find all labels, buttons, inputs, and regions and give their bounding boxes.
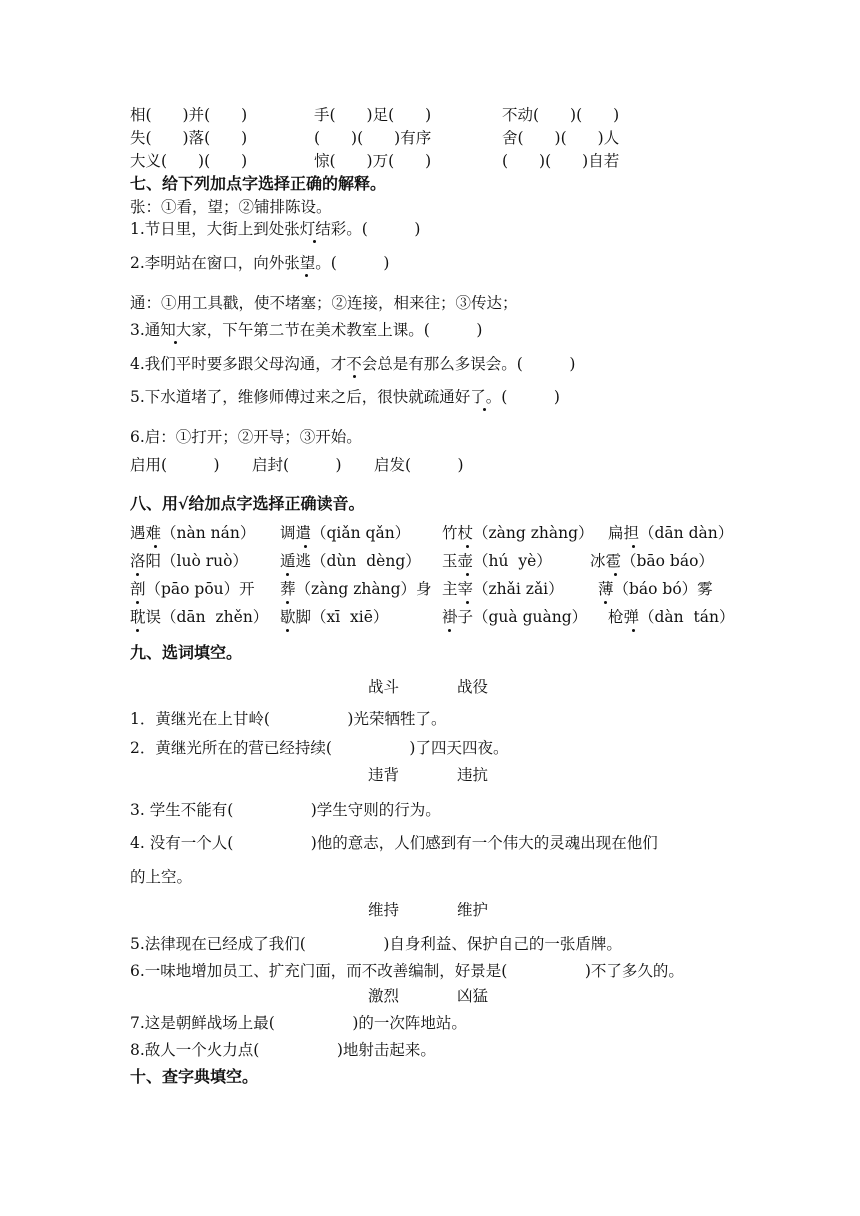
pinyin-item: 遁逃（dùn dèng） xyxy=(280,552,421,570)
idiom-cell: 大义( )( ) xyxy=(130,152,248,170)
s9-question-3: 3. 学生不能有( )学生守则的行为。 xyxy=(130,801,441,819)
emphasis-dot xyxy=(286,573,289,576)
pinyin-item: 剖（pāo pōu）开 xyxy=(130,580,255,598)
qi-item: 启封( ) xyxy=(252,456,342,474)
emphasis-dot xyxy=(604,601,607,604)
emphasis-dot xyxy=(614,573,617,576)
pinyin-item: 冰雹（bāo báo） xyxy=(590,552,714,570)
idiom-cell: 手( )足( ) xyxy=(314,106,432,124)
pinyin-item: 薄（báo bó）雾 xyxy=(598,580,713,598)
section-8-title: 八、用√给加点字选择正确读音。 xyxy=(130,494,365,513)
pinyin-item: 扁担（dān dàn） xyxy=(608,524,734,542)
tong-definition: 通：①用工具戳，使不堵塞；②连接，相来往；③传达； xyxy=(130,294,518,312)
word-pair-4 xyxy=(130,986,489,1006)
section-9-title: 九、选词填空。 xyxy=(130,643,243,662)
idiom-row-1 xyxy=(130,105,620,125)
word-option: 维持 xyxy=(368,901,400,919)
s9-question-1: 1．黄继光在上甘岭( )光荣牺牲了。 xyxy=(130,710,447,728)
word-option: 激烈 xyxy=(368,987,400,1005)
pinyin-item: 枪弹（dàn tán） xyxy=(608,608,735,626)
s9-question-5: 5.法律现在已经成了我们( )自身利益、保护自己的一张盾牌。 xyxy=(130,935,622,953)
s9-question-4: 4. 没有一个人( )他的意志，人们感到有一个伟大的灵魂出现在他们 xyxy=(130,834,658,852)
pinyin-item: 竹杖（zàng zhàng） xyxy=(442,524,594,542)
word-pair-2 xyxy=(130,765,489,785)
pinyin-item: 玉壶（hú yè） xyxy=(442,552,552,570)
pinyin-item: 调遣（qiǎn qǎn） xyxy=(280,524,411,542)
idiom-cell: ( )( )有序 xyxy=(314,129,432,147)
word-option: 战役 xyxy=(457,678,489,696)
emphasis-dot xyxy=(286,601,289,604)
emphasis-dot xyxy=(466,573,469,576)
s7-question-1: 1.节日里，大街上到处张灯结彩。( ) xyxy=(130,220,421,238)
word-option: 战斗 xyxy=(368,678,400,696)
emphasis-dot xyxy=(136,601,139,604)
s7-question-5: 5.下水道堵了，维修师傅过来之后，很快就疏通好了。( ) xyxy=(130,388,560,406)
idiom-cell: 舍( )( )人 xyxy=(502,129,620,147)
emphasis-dot xyxy=(174,341,177,344)
word-option: 违背 xyxy=(368,766,400,784)
word-option: 违抗 xyxy=(457,766,489,784)
emphasis-dot xyxy=(305,274,308,277)
pinyin-row-4 xyxy=(130,607,735,627)
pinyin-item: 遇难（nàn nán） xyxy=(130,524,256,542)
emphasis-dot xyxy=(632,545,635,548)
emphasis-dot xyxy=(353,375,356,378)
emphasis-dot xyxy=(313,240,316,243)
s7-question-2: 2.李明站在窗口，向外张望。( ) xyxy=(130,254,390,272)
section-7-title: 七、给下列加点字选择正确的解释。 xyxy=(130,174,387,193)
s9-question-8: 8.敌人一个火力点( )地射击起来。 xyxy=(130,1041,436,1059)
pinyin-item: 歇脚（xī xiē） xyxy=(280,608,389,626)
idiom-cell: 相( )并( ) xyxy=(130,106,248,124)
s7-question-6-items xyxy=(130,455,464,475)
word-option: 维护 xyxy=(457,901,489,919)
qi-item: 启用( ) xyxy=(130,456,220,474)
idiom-row-3 xyxy=(130,151,620,171)
word-pair-3 xyxy=(130,900,489,920)
emphasis-dot xyxy=(304,545,307,548)
emphasis-dot xyxy=(154,545,157,548)
word-option: 凶猛 xyxy=(457,987,489,1005)
idiom-cell: ( )( )自若 xyxy=(502,152,620,170)
pinyin-row-2 xyxy=(130,551,714,571)
pinyin-row-3 xyxy=(130,579,713,599)
s9-question-2: 2．黄继光所在的营已经持续( )了四天四夜。 xyxy=(130,739,509,757)
s7-question-6: 6.启：①打开；②开导；③开始。 xyxy=(130,428,362,446)
idiom-cell: 不动( )( ) xyxy=(502,106,620,124)
pinyin-item: 耽误（dān zhěn） xyxy=(130,608,269,626)
idiom-cell: 失( )落( ) xyxy=(130,129,248,147)
pinyin-row-1 xyxy=(130,523,734,543)
word-pair-1 xyxy=(130,677,489,697)
s9-question-7: 7.这是朝鲜战场上最( )的一次阵地站。 xyxy=(130,1014,467,1032)
s7-question-4: 4.我们平时要多跟父母沟通，才不会总是有那么多误会。( ) xyxy=(130,355,576,373)
emphasis-dot xyxy=(136,629,139,632)
emphasis-dot xyxy=(483,408,486,411)
pinyin-item: 褂子（guà guàng） xyxy=(442,608,588,626)
pinyin-item: 葬（zàng zhàng）身 xyxy=(280,580,432,598)
zhang-definition: 张：①看，望；②铺排陈设。 xyxy=(130,198,332,216)
qi-item: 启发( ) xyxy=(374,456,464,474)
pinyin-item: 洛阳（luò ruò） xyxy=(130,552,248,570)
emphasis-dot xyxy=(632,629,635,632)
section-10-title: 十、查字典填空。 xyxy=(130,1067,259,1086)
s7-question-3: 3.通知大家，下午第二节在美术教室上课。( ) xyxy=(130,321,483,339)
emphasis-dot xyxy=(466,601,469,604)
idiom-row-2 xyxy=(130,128,620,148)
emphasis-dot xyxy=(466,545,469,548)
emphasis-dot xyxy=(286,629,289,632)
s9-question-6: 6.一味地增加员工、扩充门面，而不改善编制，好景是( )不了多久的。 xyxy=(130,962,684,980)
emphasis-dot xyxy=(136,573,139,576)
pinyin-item: 主宰（zhǎi zǎi） xyxy=(442,580,564,598)
s9-question-4-cont: 的上空。 xyxy=(130,868,193,886)
idiom-cell: 惊( )万( ) xyxy=(314,152,432,170)
emphasis-dot xyxy=(448,629,451,632)
